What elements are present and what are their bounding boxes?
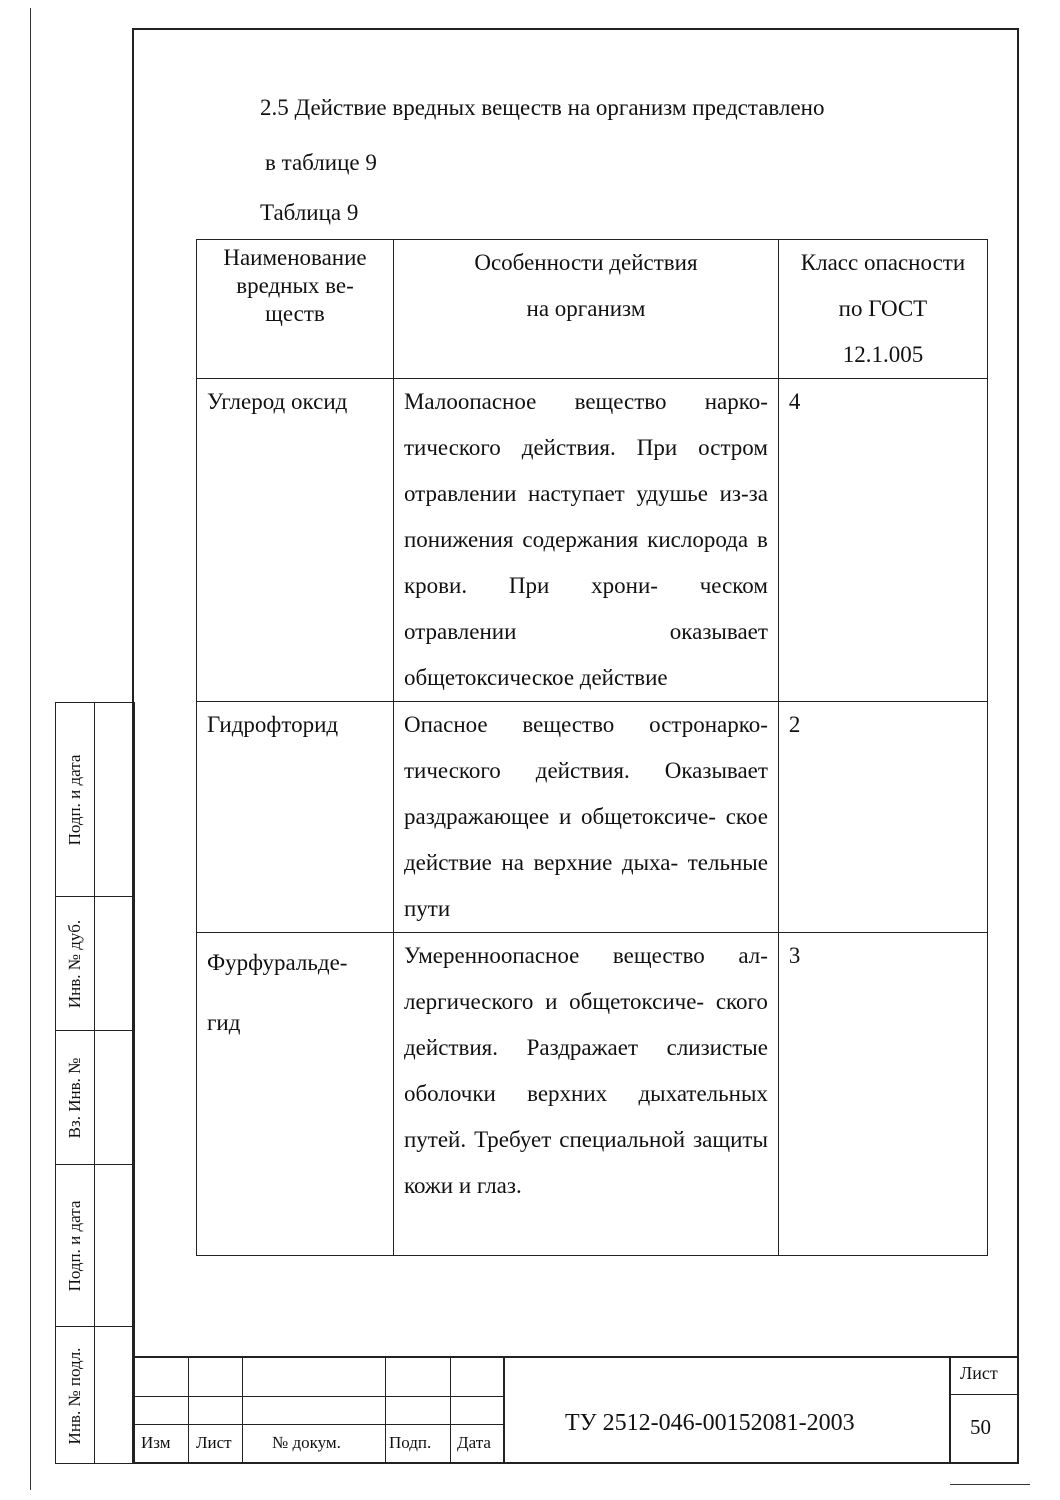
header-cell-name — [197, 240, 394, 379]
corner-line — [950, 1484, 1030, 1485]
header-line: Особенности действия — [474, 250, 698, 275]
substance-name: Углерод оксид — [197, 379, 394, 702]
title-col-label: Изм — [141, 1433, 171, 1452]
stamp-label: Инв. № дуб. — [64, 919, 84, 1008]
table-row — [197, 933, 988, 1256]
hazard-table — [196, 239, 988, 1256]
hazard-class: 3 — [778, 933, 987, 1256]
stamp-cell — [55, 702, 135, 896]
table-row — [197, 702, 988, 933]
stamp-label: Подп. и дата — [64, 754, 84, 845]
sheet-label: Лист — [960, 1363, 998, 1383]
substance-effect: Умеренноопасное вещество ал- лергического и общетоксиче- ского действия. Раздражает слизистые оболочки верхних дыхательных путей. Требует специальной защиты кожи и глаз. — [393, 933, 778, 1256]
title-col-label: Подп. — [389, 1433, 432, 1452]
stamp-label: Инв. № подл. — [64, 1347, 84, 1444]
stamp-cell — [55, 1326, 135, 1464]
stamp-cell — [55, 1030, 135, 1164]
header-line: Класс опасности — [800, 250, 966, 275]
stamp-label: Подп. и дата — [64, 1200, 84, 1291]
title-col-label: Дата — [457, 1433, 491, 1452]
header-line: на организм — [526, 296, 646, 321]
sheet-number: 50 — [970, 1415, 991, 1439]
intro-text-line1: 2.5 Действие вредных веществ на организм представлено — [260, 95, 825, 120]
substance-effect: Малоопасное вещество нарко- тического действия. При остром отравлении наступает удушье из-за понижения содержания кислорода в крови. При хрони- ческом отравлении оказывает общетоксическое действие — [393, 379, 778, 702]
intro-text-line2: в таблице 9 — [265, 150, 377, 175]
header-line: 12.1.005 — [842, 342, 924, 367]
table-caption: Таблица 9 — [260, 200, 359, 225]
header-cell-effect — [393, 240, 778, 379]
stamp-cell — [55, 1164, 135, 1326]
substance-name: Гидрофторид — [197, 702, 394, 933]
substance-effect: Опасное вещество остронарко- тического действия. Оказывает раздражающее и общетоксиче- ское действие на верхние дыха- тельные пути — [393, 702, 778, 933]
substance-name: Фурфуральде- гид — [197, 933, 394, 1256]
title-col-label: Лист — [196, 1433, 232, 1452]
header-cell-class — [778, 240, 987, 379]
side-stamp-cells — [55, 702, 135, 1464]
margin-line — [30, 8, 31, 1490]
document-code: ТУ 2512-046-00152081-2003 — [565, 1410, 855, 1436]
stamp-label: Вз. Инв. № — [64, 1057, 84, 1138]
table-header-row — [197, 240, 988, 379]
header-line: ществ — [265, 301, 325, 326]
table-row — [197, 379, 988, 702]
stamp-cell — [55, 896, 135, 1030]
title-col-label: № докум. — [272, 1433, 341, 1452]
header-line: Наименование — [223, 245, 367, 270]
hazard-class: 4 — [778, 379, 987, 702]
header-line: вредных ве- — [236, 273, 354, 298]
hazard-class: 2 — [778, 702, 987, 933]
header-line: по ГОСТ — [838, 296, 928, 321]
